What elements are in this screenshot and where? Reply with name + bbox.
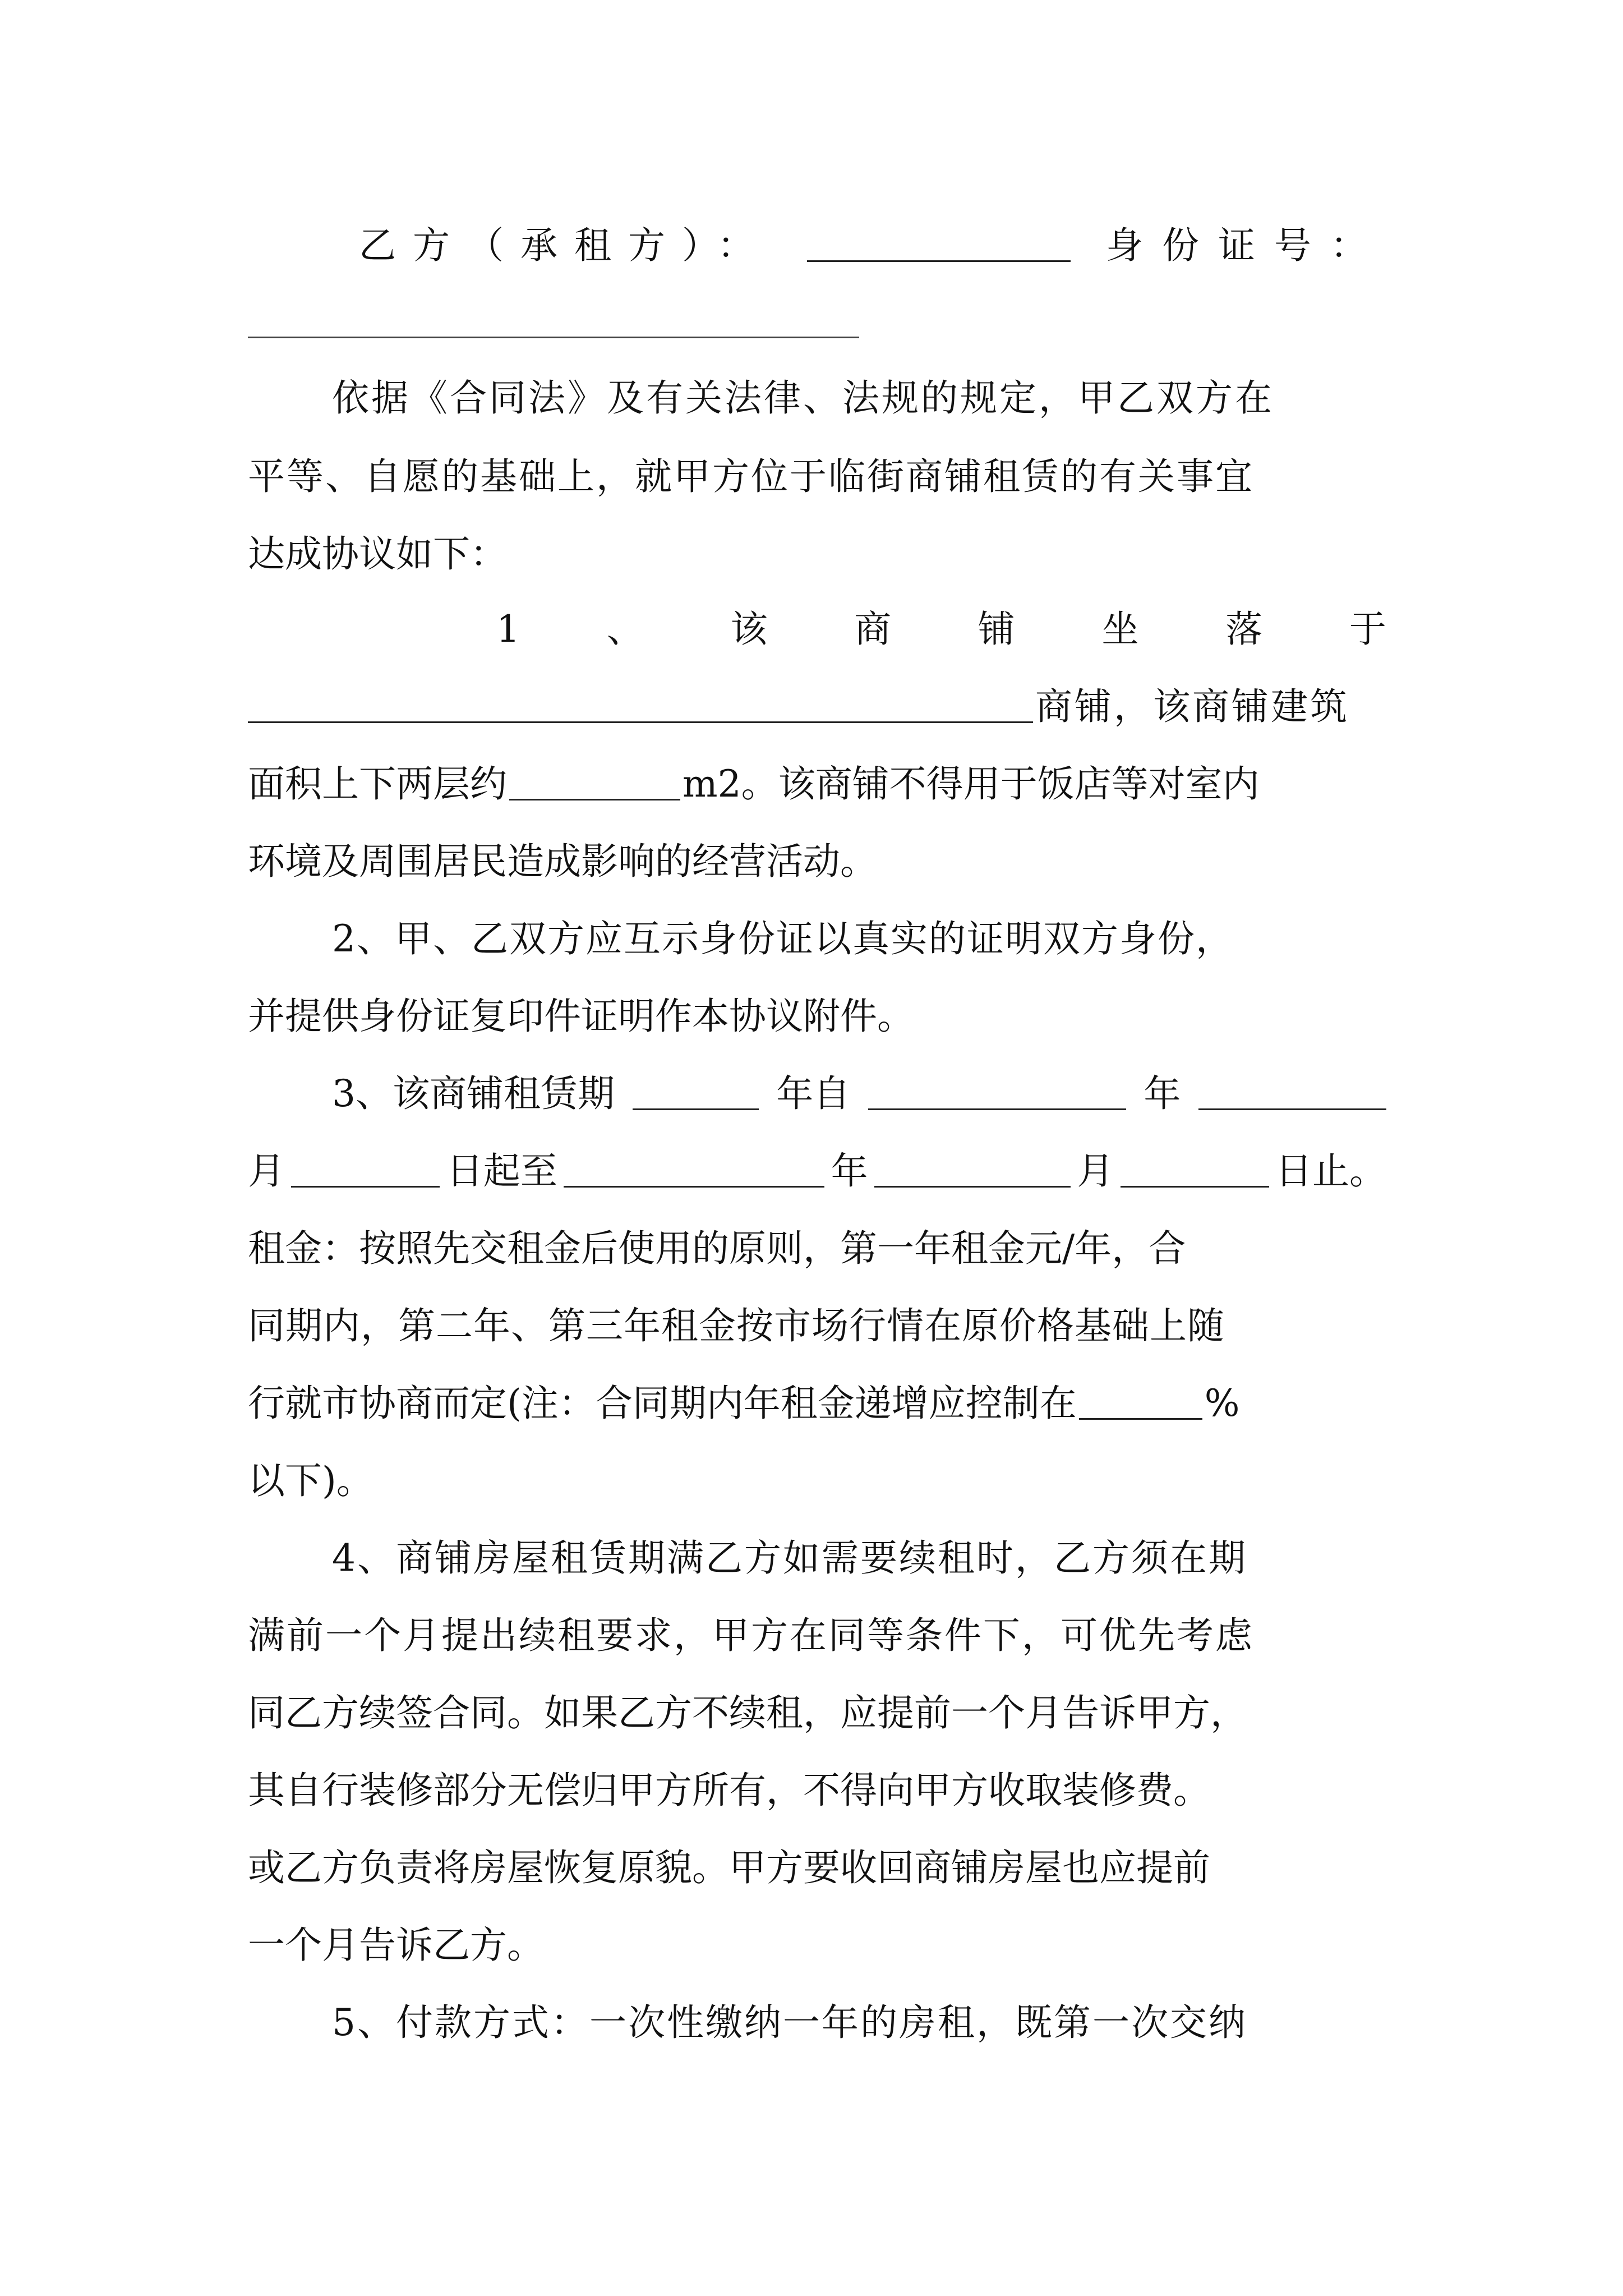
start-year-blank bbox=[868, 1071, 1126, 1110]
clause-2-line-2: 并提供身份证复印件证明作本协议附件。 bbox=[248, 995, 914, 1038]
area-blank bbox=[509, 762, 680, 800]
clause-4-line-5: 或乙方负责将房屋恢复原貌。甲方要收回商铺房屋也应提前 bbox=[248, 1846, 1210, 1889]
end-year-blank bbox=[564, 1149, 824, 1188]
clause-1-line-2: 商铺，该商铺建筑 bbox=[248, 673, 1386, 740]
clause-4-line-3: 同乙方续签合同。如果乙方不续租，应提前一个月告诉甲方， bbox=[248, 1691, 1247, 1734]
clause-4-line-2: 满前一个月提出续租要求，甲方在同等条件下，可优先考虑 bbox=[248, 1614, 1254, 1657]
clause-4-line-4: 其自行装修部分无偿归甲方所有，不得向甲方收取装修费。 bbox=[248, 1769, 1210, 1812]
start-month-blank bbox=[1198, 1071, 1386, 1110]
id-number-blank bbox=[248, 337, 859, 338]
party-b-line bbox=[359, 212, 1386, 279]
clause-5-line-1: 5、付款方式：一次性缴纳一年的房租，既第一次交纳 bbox=[332, 2001, 1247, 2044]
location-blank bbox=[248, 684, 1033, 723]
clause-1-line-3: 面积上下两层约 m2。该商铺不得用于饭店等对室内 bbox=[248, 762, 1260, 806]
clause-3-line-4: 同期内，第二年、第三年租金按市场行情在原价格基础上随 bbox=[248, 1304, 1225, 1347]
id-number-label: 身份证号： bbox=[1106, 224, 1386, 267]
clause-1-line-1: 1 、 该 商 铺 坐 落 于 bbox=[496, 608, 1386, 651]
clause-2-line-1: 2、甲、乙双方应互示身份证以真实的证明双方身份， bbox=[332, 917, 1234, 960]
term-years-blank bbox=[633, 1071, 759, 1110]
clause-4-line-6: 一个月告诉乙方。 bbox=[248, 1924, 544, 1967]
clause-3-line-1: 3、该商铺租赁期 年自 年 bbox=[248, 1060, 1386, 1128]
end-day-blank bbox=[1121, 1149, 1269, 1188]
start-day-blank bbox=[291, 1149, 440, 1188]
party-b-name-blank bbox=[807, 223, 1071, 262]
intro-line-1: 依据《合同法》及有关法律、法规的规定，甲乙双方在 bbox=[332, 376, 1274, 420]
intro-line-2: 平等、自愿的基础上，就甲方位于临街商铺租赁的有关事宜 bbox=[248, 455, 1254, 498]
party-b-label: 乙方（承租方）： bbox=[359, 224, 771, 267]
rent-increase-blank bbox=[1079, 1381, 1202, 1420]
clause-3-line-5: 行就市协商而定(注：合同期内年租金递增应控制在 % bbox=[248, 1382, 1240, 1425]
clause-3-line-3: 租金：按照先交租金后使用的原则，第一年租金元/年，合 bbox=[248, 1227, 1186, 1270]
clause-4-line-1: 4、商铺房屋租赁期满乙方如需要续租时，乙方须在期 bbox=[332, 1536, 1247, 1580]
clause-1-line-4: 环境及周围居民造成影响的经营活动。 bbox=[248, 840, 877, 883]
end-month-blank bbox=[874, 1149, 1071, 1188]
intro-line-3: 达成协议如下： bbox=[248, 532, 507, 576]
clause-3-line-2: 月 日起至 年 月 日止。 bbox=[248, 1149, 1386, 1193]
clause-3-line-6: 以下)。 bbox=[248, 1459, 374, 1502]
